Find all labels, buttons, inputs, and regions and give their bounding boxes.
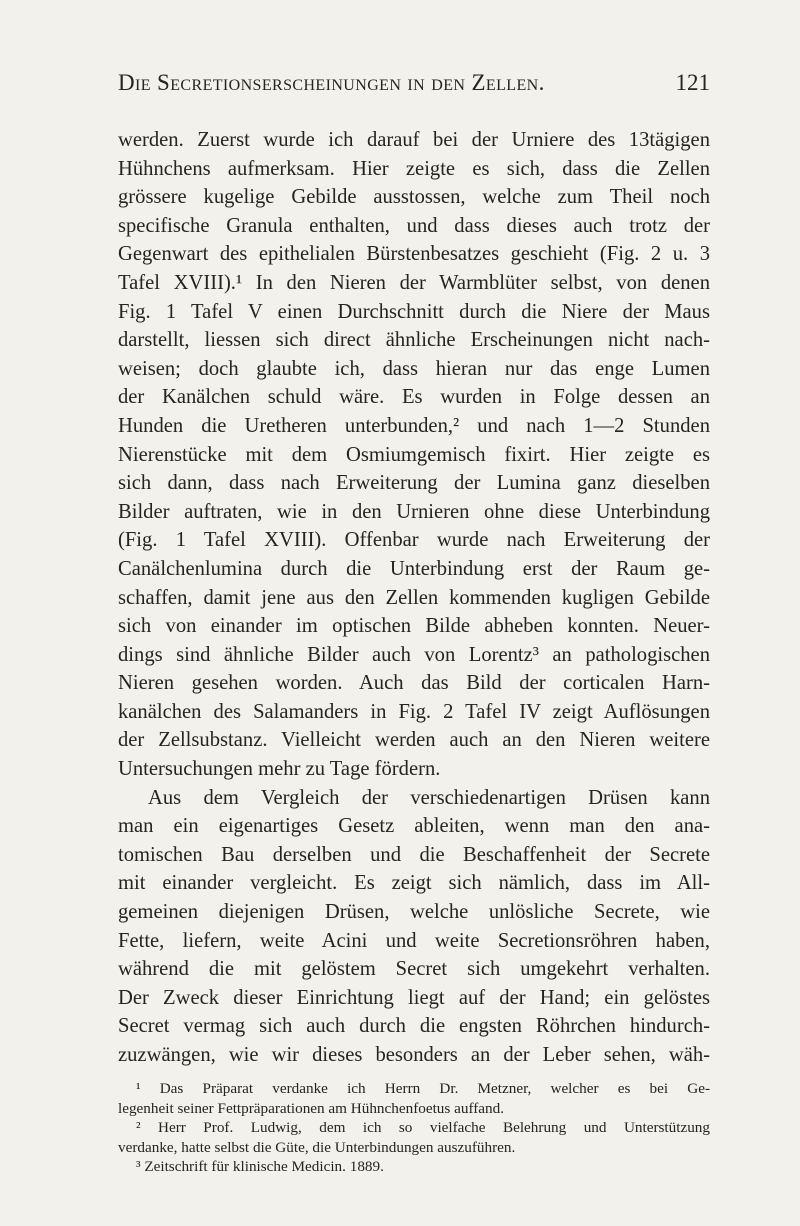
- text-line: darstellt, liessen sich direct ähnliche Erscheinungen nicht nach-: [118, 329, 710, 352]
- text-line: der Kanälchen schuld wäre. Es wurden in Folge dessen an: [118, 386, 710, 409]
- footnote-line: ² Herr Prof. Ludwig, dem ich so vielfache Belehrung und Unterstützung: [136, 1119, 710, 1137]
- text-line: Hühnchens aufmerksam. Hier zeigte es sich, dass die Zellen: [118, 157, 710, 180]
- body-text: [118, 126, 710, 1070]
- text-line: weisen; doch glaubte ich, dass hieran nur das enge Lumen: [118, 357, 710, 380]
- text-line: gemeinen diejenigen Drüsen, welche unlösliche Secrete, wie: [118, 901, 710, 924]
- text-line: Hunden die Uretheren unterbunden,² und nach 1—2 Stunden: [118, 414, 710, 437]
- footnotes: [118, 1079, 710, 1177]
- text-line: mit einander vergleicht. Es zeigt sich nämlich, dass im All-: [118, 872, 710, 895]
- text-line: Tafel XVIII).¹ In den Nieren der Warmblüter selbst, von denen: [118, 271, 710, 294]
- text-line: kanälchen des Salamanders in Fig. 2 Tafel IV zeigt Auflösungen: [118, 700, 710, 723]
- footnote-line: verdanke, hatte selbst die Güte, die Unterbindungen auszuführen.: [118, 1138, 516, 1156]
- text-line: Canälchenlumina durch die Unterbindung erst der Raum ge-: [118, 557, 710, 580]
- text-line: schaffen, damit jene aus den Zellen kommenden kugligen Gebilde: [118, 586, 710, 609]
- running-title: Die Secretionserscheinungen in den Zellen.: [118, 70, 545, 95]
- text-line: sich dann, dass nach Erweiterung der Lumina ganz dieselben: [118, 472, 710, 495]
- text-line: sich von einander im optischen Bilde abheben konnten. Neuer-: [118, 615, 710, 638]
- page-number: 121: [675, 70, 710, 95]
- footnote-line: legenheit seiner Fettpräparationen am Hühnchenfoetus auffand.: [118, 1099, 505, 1117]
- text-line: Untersuchungen mehr zu Tage fördern.: [118, 758, 441, 781]
- text-line: während die mit gelöstem Secret sich umgekehrt verhalten.: [118, 958, 710, 981]
- text-line: Nieren gesehen worden. Auch das Bild der corticalen Harn-: [118, 672, 710, 695]
- text-line: werden. Zuerst wurde ich darauf bei der Urniere des 13tägigen: [118, 129, 710, 151]
- text-line: specifische Granula enthalten, und dass dieses auch trotz der: [118, 214, 710, 237]
- text-line: dings sind ähnliche Bilder auch von Lorentz³ an pathologischen: [118, 643, 710, 666]
- text-line: Fette, liefern, weite Acini und weite Secretionsröhren haben,: [118, 929, 710, 952]
- text-line: Aus dem Vergleich der verschiedenartigen Drüsen kann: [148, 786, 710, 809]
- text-line: (Fig. 1 Tafel XVIII). Offenbar wurde nach Erweiterung der: [118, 529, 710, 552]
- text-line: Fig. 1 Tafel V einen Durchschnitt durch die Niere der Maus: [118, 300, 710, 323]
- text-line: Gegenwart des epithelialen Bürstenbesatzes geschieht (Fig. 2 u. 3: [118, 243, 710, 266]
- text-line: Secret vermag sich auch durch die engsten Röhrchen hindurch-: [118, 1015, 710, 1038]
- footnote-line: ¹ Das Präparat verdanke ich Herrn Dr. Metzner, welcher es bei Ge-: [136, 1080, 710, 1097]
- footnote-line: ³ Zeitschrift für klinische Medicin. 1889.: [136, 1158, 384, 1176]
- running-header: [118, 70, 710, 102]
- text-line: Bilder auftraten, wie in den Urnieren ohne diese Unterbindung: [118, 500, 710, 523]
- text-line: grössere kugelige Gebilde ausstossen, welche zum Theil noch: [118, 186, 710, 209]
- text-line: Nierenstücke mit dem Osmiumgemisch fixirt. Hier zeigte es: [118, 443, 710, 466]
- text-line: Der Zweck dieser Einrichtung liegt auf der Hand; ein gelöstes: [118, 986, 710, 1009]
- text-line: tomischen Bau derselben und die Beschaffenheit der Secrete: [118, 843, 710, 866]
- text-line: der Zellsubstanz. Vielleicht werden auch an den Nieren weitere: [118, 729, 710, 752]
- text-line: man ein eigenartiges Gesetz ableiten, wenn man den ana-: [118, 815, 710, 838]
- text-line: zuzwängen, wie wir dieses besonders an der Leber sehen, wäh-: [118, 1044, 710, 1066]
